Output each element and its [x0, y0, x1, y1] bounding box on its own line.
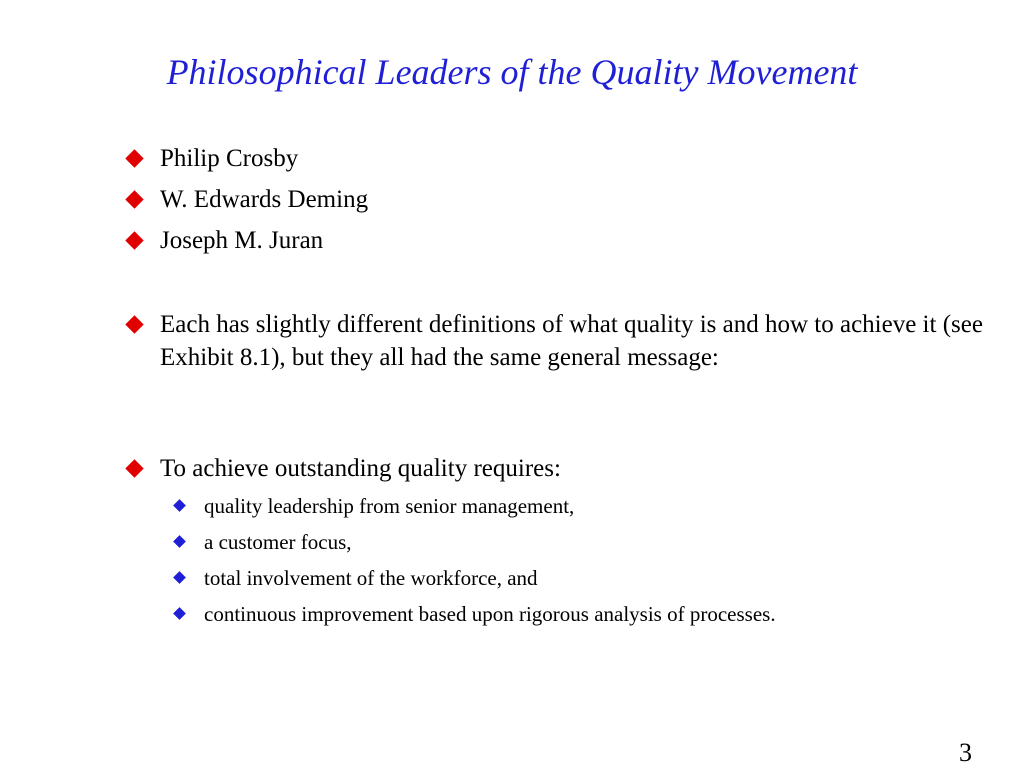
blue-diamond-bullet-icon	[173, 535, 186, 548]
requirement-text: quality leadership from senior management,	[204, 494, 575, 518]
requirement-text: continuous improvement based upon rigorous analysis of processes.	[204, 602, 776, 626]
blue-diamond-bullet-icon	[173, 499, 186, 512]
sub-list-item	[169, 527, 994, 557]
list-item	[124, 452, 994, 485]
list-item	[124, 308, 994, 374]
blue-diamond-bullet-icon	[173, 571, 186, 584]
leader-name: W. Edwards Deming	[160, 186, 369, 213]
requirements-block	[124, 452, 994, 629]
red-diamond-bullet-icon	[125, 315, 143, 333]
leader-name: Philip Crosby	[160, 145, 299, 172]
definitions-note-block	[124, 308, 994, 374]
requirement-text: a customer focus,	[204, 530, 352, 554]
requirements-lead: To achieve outstanding quality requires:	[160, 455, 561, 482]
red-diamond-bullet-icon	[125, 149, 143, 167]
sub-list-item	[169, 491, 994, 521]
page-number: 3	[959, 738, 972, 767]
red-diamond-bullet-icon	[125, 231, 143, 249]
blue-diamond-bullet-icon	[173, 607, 186, 620]
list-item	[124, 224, 994, 257]
leader-name: Joseph M. Juran	[160, 227, 324, 254]
slide-title: Philosophical Leaders of the Quality Movement	[166, 52, 858, 92]
list-item	[124, 183, 994, 216]
sub-list-item	[169, 563, 994, 593]
requirement-text: total involvement of the workforce, and	[204, 566, 538, 590]
definitions-note: Each has slightly different definitions of what quality is and how to achieve it (see Exhibit 8.1), but they all had the same general message:	[160, 311, 983, 371]
requirements-sublist	[169, 491, 994, 629]
leaders-list	[124, 142, 994, 257]
sub-list-item	[169, 599, 994, 629]
list-item	[124, 142, 994, 175]
red-diamond-bullet-icon	[125, 459, 143, 477]
red-diamond-bullet-icon	[125, 190, 143, 208]
